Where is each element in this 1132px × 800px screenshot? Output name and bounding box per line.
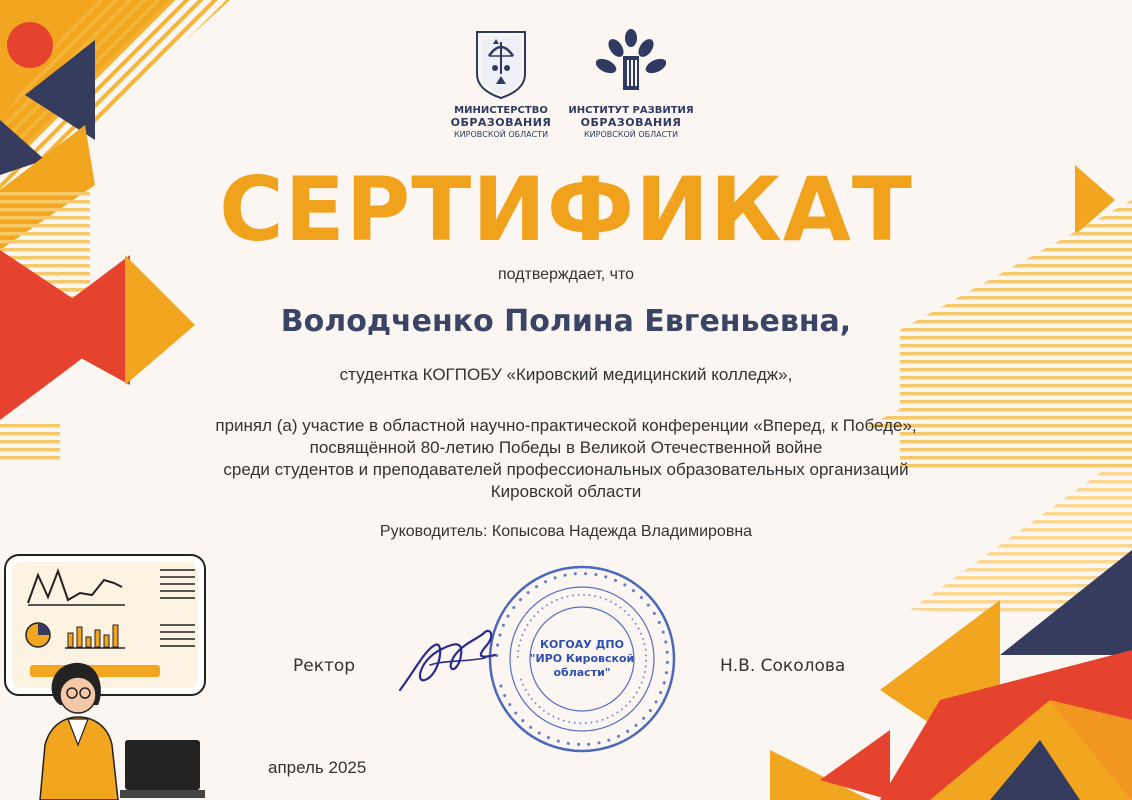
institute-logo-line1: ИНСТИТУТ РАЗВИТИЯ <box>568 105 694 116</box>
crest-icon <box>471 28 531 100</box>
stamp-center-line3: области" <box>553 666 611 679</box>
certificate-title: СЕРТИФИКАТ <box>219 158 913 261</box>
official-stamp <box>487 564 677 754</box>
stamp-center-line1: КОГОАУ ДПО <box>540 638 624 651</box>
institute-logo-line3: КИРОВСКОЙ ОБЛАСТИ <box>583 130 679 139</box>
svg-text:∙∙∙∙∙∙∙∙∙∙∙∙∙∙∙∙∙∙∙∙∙∙∙∙∙∙∙∙∙∙: ∙∙∙∙∙∙∙∙∙∙∙∙∙∙∙∙∙∙∙∙∙∙∙∙∙∙∙∙∙∙∙∙∙∙∙∙∙∙∙∙∙∙∙∙∙∙∙∙∙∙ <box>489 566 675 752</box>
svg-text:∙∙∙∙∙∙∙∙∙∙∙∙∙∙∙∙∙∙∙∙∙∙∙∙∙∙∙∙∙∙: ∙∙∙∙∙∙∙∙∙∙∙∙∙∙∙∙∙∙∙∙∙∙∙∙∙∙∙∙∙∙∙∙∙∙∙∙∙∙∙∙∙∙∙∙∙∙∙∙∙∙∙∙∙∙∙∙∙∙∙∙∙∙∙∙∙∙∙∙∙ <box>513 590 651 728</box>
confirms-text: подтверждает, что <box>497 266 635 283</box>
institute-logo <box>567 28 695 141</box>
participation-line-3: среди студентов и преподавателей профессиональных образовательных организаций <box>223 460 909 479</box>
participation-line-2: посвящённой 80-летию Победы в Великой Отечественной войне <box>309 438 823 457</box>
dashboard-illustration <box>0 545 220 800</box>
institute-logo-line2: ОБРАЗОВАНИЯ <box>580 116 682 129</box>
participation-line-4: Кировской области <box>490 482 642 501</box>
header-logos <box>445 28 695 158</box>
recipient-institution: студентка КОГПОБУ «Кировский медицинский колледж», <box>339 365 793 384</box>
signatory-role: Ректор <box>293 656 356 676</box>
handwritten-signature <box>395 620 505 700</box>
ministry-logo <box>445 28 557 141</box>
signatory-name: Н.В. Соколова <box>720 656 846 676</box>
issue-date: апрель 2025 <box>268 758 367 777</box>
supervisor-text: Руководитель: Копысова Надежда Владимировна <box>379 523 753 540</box>
ministry-logo-line1: МИНИСТЕРСТВО <box>454 105 548 116</box>
stamp-center-line2: "ИРО Кировской <box>529 652 635 665</box>
participation-text <box>0 415 1132 503</box>
participation-line-1: принял (а) участие в областной научно-практической конференции «Вперед, к Победе», <box>215 416 917 435</box>
tree-icon <box>596 28 666 100</box>
ministry-logo-line2: ОБРАЗОВАНИЯ <box>450 116 552 129</box>
ministry-logo-line3: КИРОВСКОЙ ОБЛАСТИ <box>453 130 549 139</box>
recipient-name: Володченко Полина Евгеньевна, <box>280 304 852 339</box>
